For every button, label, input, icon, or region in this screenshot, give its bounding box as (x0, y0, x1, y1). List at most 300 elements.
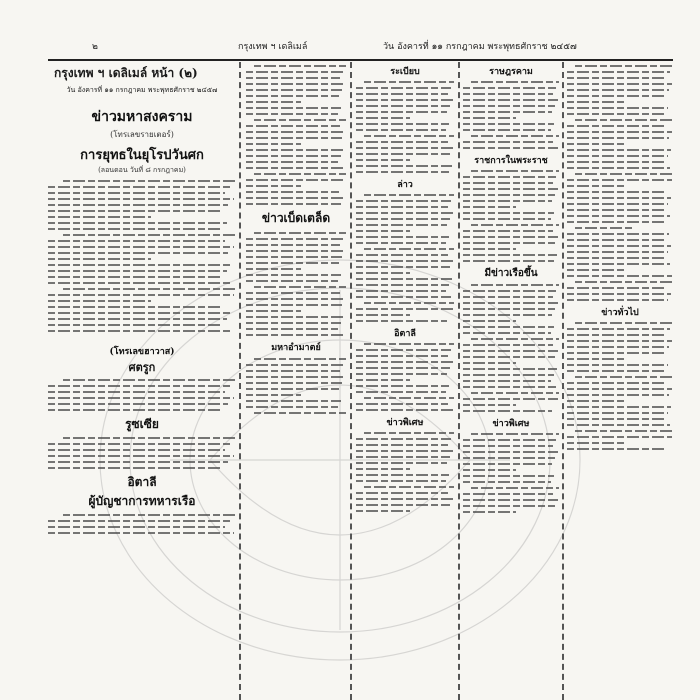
text-line (246, 280, 338, 282)
text-line (567, 370, 665, 372)
article-text-block (48, 514, 236, 534)
text-line (246, 143, 301, 145)
text-line (246, 250, 345, 252)
text-line (356, 266, 450, 268)
text-line (246, 137, 342, 139)
text-line (463, 356, 555, 358)
text-line (567, 143, 625, 145)
text-line (63, 288, 236, 290)
text-line (463, 481, 551, 483)
text-line (48, 282, 230, 284)
text-line (48, 270, 227, 272)
text-line (356, 200, 451, 202)
text-line (356, 159, 410, 161)
text-line (567, 125, 667, 127)
text-line (356, 308, 453, 310)
text-line (246, 370, 340, 372)
text-line (48, 216, 151, 218)
text-line (463, 326, 554, 328)
article-text-block (567, 65, 673, 301)
text-line (48, 409, 223, 411)
text-line (567, 131, 672, 133)
text-line (246, 304, 342, 306)
text-line (463, 493, 553, 495)
text-line (567, 89, 669, 91)
text-line (48, 258, 151, 260)
subheadline-reuters: (โทรเลขรายเตอร์) (110, 130, 174, 139)
text-line (356, 141, 448, 143)
article-text-block (48, 180, 236, 332)
text-line (567, 155, 668, 157)
text-line (567, 263, 670, 265)
text-line (48, 312, 232, 314)
text-line (567, 448, 666, 450)
text-line (48, 204, 228, 206)
text-line (254, 173, 346, 175)
text-line (471, 392, 559, 394)
text-line (356, 272, 410, 274)
article-text-block (463, 170, 559, 262)
text-line (567, 257, 665, 259)
text-line (463, 206, 516, 208)
text-line (246, 179, 345, 181)
text-line (246, 191, 339, 193)
text-line (463, 194, 555, 196)
text-line (364, 432, 454, 434)
text-line (356, 290, 446, 292)
text-line (575, 376, 673, 378)
text-line (567, 328, 670, 330)
text-line (567, 185, 625, 187)
text-line (48, 300, 151, 302)
column-divider (458, 62, 461, 700)
text-line (356, 409, 453, 411)
headline-misc-news: ข่าวเบ็ดเตล็ด (261, 211, 331, 225)
text-line (567, 388, 672, 390)
masthead-title: กรุงเทพ ฯ เดลิเมล์ หน้า (๒) (54, 66, 198, 80)
column-divider (350, 62, 353, 700)
text-line (575, 173, 673, 175)
text-line (463, 129, 551, 131)
text-line (471, 433, 559, 435)
text-line (48, 276, 221, 278)
article-text-block (356, 81, 454, 173)
text-line (356, 444, 448, 446)
text-line (567, 71, 670, 73)
text-line (567, 245, 671, 247)
text-line (356, 153, 450, 155)
text-line (575, 65, 673, 67)
text-line (575, 227, 633, 229)
text-line (48, 318, 227, 320)
text-line (567, 418, 665, 420)
column-1 (48, 62, 236, 700)
text-line (356, 230, 410, 232)
text-line (356, 450, 453, 452)
text-line (463, 308, 555, 310)
text-line (463, 404, 516, 406)
text-line (246, 310, 301, 312)
text-line (471, 81, 559, 83)
text-line (48, 455, 234, 457)
text-line (463, 362, 516, 364)
column-4 (463, 62, 559, 700)
text-line (356, 355, 448, 357)
text-line (567, 275, 672, 277)
masthead (48, 64, 236, 83)
text-line (567, 424, 670, 426)
text-line (567, 334, 667, 336)
text-line (48, 324, 221, 326)
text-line (356, 99, 453, 101)
text-line (356, 498, 453, 500)
text-line (254, 412, 346, 414)
text-line (463, 445, 553, 447)
text-line (356, 504, 450, 506)
text-line (254, 358, 346, 360)
subheadline-london: (ลอนดอน วันที่ ๘ กรกฎาคม) (98, 166, 186, 174)
text-line (246, 125, 340, 127)
text-line (48, 186, 230, 188)
headline-official: มหาอำมาตย์ (271, 343, 321, 353)
text-line (463, 105, 555, 107)
text-line (356, 438, 451, 440)
text-line (63, 379, 236, 381)
paper-name: กรุงเทพ ฯ เดลิเมล์ (238, 42, 308, 52)
text-line (463, 314, 552, 316)
text-line (254, 65, 346, 67)
text-line (356, 254, 448, 256)
headline-italy: อิตาลี (127, 475, 157, 489)
text-line (48, 294, 234, 296)
text-line (463, 123, 554, 125)
text-line (463, 248, 516, 250)
text-line (463, 218, 551, 220)
text-line (356, 236, 449, 238)
text-line (567, 239, 666, 241)
masthead-date: วัน อังคารที่ ๑๑ กรกฎาคม พระพุทธศักราช ๒๔๕๗ (66, 86, 218, 94)
text-line (356, 165, 452, 167)
headline-general-news: ข่าวทั่วไป (601, 308, 639, 318)
text-line (246, 95, 339, 97)
text-line (463, 200, 552, 202)
headline-public: ราษฎรคาม (489, 67, 533, 77)
text-line (567, 197, 671, 199)
text-line (463, 332, 551, 334)
text-line (575, 119, 673, 121)
text-line (463, 439, 556, 441)
text-line (48, 467, 223, 469)
text-line (356, 373, 447, 375)
article-text-block (246, 65, 346, 205)
text-line (575, 322, 673, 324)
text-line (246, 185, 301, 187)
text-line (463, 320, 516, 322)
text-line (471, 170, 559, 172)
text-line (364, 135, 454, 137)
article-text-block (356, 194, 454, 322)
text-line (356, 314, 410, 316)
text-line (463, 457, 555, 459)
headline-war-news: ข่าวมหาสงคราม (91, 109, 193, 125)
text-line (48, 461, 228, 463)
text-line (463, 99, 558, 101)
text-line (246, 328, 338, 330)
text-line (246, 155, 341, 157)
article-text-block (246, 232, 346, 336)
text-line (463, 296, 553, 298)
headline-enemy: ศตรูก (128, 361, 156, 374)
text-line (48, 252, 228, 254)
text-line (356, 212, 453, 214)
headline-special: ข่าวพิเศษ (386, 418, 424, 428)
article-text-block (463, 81, 559, 149)
text-line (48, 520, 230, 522)
text-line (356, 349, 451, 351)
text-line (356, 93, 448, 95)
text-line (567, 406, 671, 408)
text-line (246, 197, 344, 199)
text-line (48, 198, 234, 200)
text-line (463, 398, 558, 400)
text-line (356, 105, 450, 107)
text-line (463, 188, 558, 190)
page-header (48, 38, 668, 56)
text-line (463, 212, 554, 214)
text-line (463, 176, 556, 178)
text-line (48, 210, 223, 212)
article-text-block (48, 379, 236, 411)
headline-special-2: ข่าวพิเศษ (492, 419, 530, 429)
text-line (471, 135, 559, 137)
text-line (567, 179, 672, 181)
text-line (48, 222, 227, 224)
text-line (567, 269, 625, 271)
text-line (364, 194, 454, 196)
text-line (567, 412, 668, 414)
text-line (48, 240, 225, 242)
text-line (356, 123, 449, 125)
text-line (246, 83, 345, 85)
text-line (246, 167, 343, 169)
text-line (356, 510, 410, 512)
text-line (471, 284, 559, 286)
text-line (246, 322, 341, 324)
text-line (356, 403, 448, 405)
text-line (356, 206, 448, 208)
text-line (567, 352, 666, 354)
text-line (246, 400, 341, 402)
text-line (463, 386, 556, 388)
text-line (48, 330, 230, 332)
text-line (364, 343, 454, 345)
text-line (463, 117, 516, 119)
text-line (246, 113, 338, 115)
text-line (48, 532, 234, 534)
headline-russia: รูซเซีย (125, 417, 159, 431)
column-3 (356, 62, 454, 700)
text-line (246, 89, 342, 91)
text-line (48, 306, 223, 308)
article-text-block (463, 433, 559, 513)
text-line (48, 397, 234, 399)
text-line (463, 410, 552, 412)
headline-report: ล่าว (397, 180, 413, 190)
text-line (356, 468, 410, 470)
text-line (463, 368, 557, 370)
headline-europe-battle: การยุทธในยุโรปวันศก (80, 148, 204, 163)
text-line (246, 77, 340, 79)
text-line (463, 93, 553, 95)
text-line (463, 511, 516, 513)
text-line (246, 107, 341, 109)
column-5 (567, 62, 673, 700)
column-divider (239, 62, 242, 700)
text-line (364, 81, 454, 83)
text-line (356, 367, 450, 369)
text-line (567, 299, 668, 301)
article-text-block (356, 432, 454, 512)
text-line (63, 514, 236, 516)
text-line (463, 380, 551, 382)
text-line (463, 290, 556, 292)
text-line (246, 274, 341, 276)
text-line (463, 230, 553, 232)
article-text-block (356, 343, 454, 411)
text-line (463, 147, 558, 149)
text-line (567, 215, 670, 217)
text-line (567, 95, 666, 97)
text-line (463, 451, 558, 453)
text-line (463, 260, 554, 262)
text-line (246, 256, 342, 258)
headline-regulation: ระเบียบ (390, 67, 420, 77)
text-line (463, 344, 553, 346)
text-line (246, 262, 339, 264)
text-line (471, 487, 559, 489)
text-line (246, 161, 338, 163)
text-line (254, 232, 346, 234)
text-line (356, 278, 452, 280)
article-text-block (463, 284, 559, 412)
text-line (246, 364, 343, 366)
text-line (463, 141, 553, 143)
text-line (463, 236, 558, 238)
text-line (356, 171, 449, 173)
text-line (246, 388, 339, 390)
text-line (356, 260, 453, 262)
text-line (356, 129, 446, 131)
text-line (356, 117, 410, 119)
text-line (48, 385, 230, 387)
text-line (364, 248, 454, 250)
text-line (567, 233, 669, 235)
text-line (463, 87, 556, 89)
text-line (463, 302, 558, 304)
text-line (246, 292, 340, 294)
text-line (246, 203, 341, 205)
text-line (246, 131, 345, 133)
text-line (463, 182, 553, 184)
column-divider (562, 62, 565, 700)
headline-havas: (โทรเลขฮาวาส) (109, 347, 175, 357)
text-line (356, 492, 448, 494)
text-line (63, 437, 236, 439)
text-line (356, 480, 446, 482)
text-line (48, 228, 221, 230)
text-line (567, 293, 671, 295)
text-line (567, 149, 671, 151)
text-line (356, 224, 447, 226)
text-line (356, 456, 450, 458)
text-line (356, 361, 453, 363)
text-line (364, 302, 454, 304)
text-line (254, 119, 346, 121)
text-line (356, 296, 451, 298)
text-line (246, 334, 343, 336)
text-line (567, 442, 625, 444)
headline-italy-short: อิตาลี (394, 329, 416, 339)
issue-date: วัน อังคารที่ ๑๑ กรกฎาคม พระพุทธศักราช ๒๔๕๗ (383, 42, 577, 52)
text-line (246, 71, 343, 73)
text-line (575, 430, 673, 432)
text-line (246, 268, 301, 270)
text-line (567, 137, 669, 139)
text-line (364, 486, 454, 488)
text-line (246, 394, 301, 396)
text-line (567, 436, 672, 438)
text-line (356, 87, 451, 89)
column-2 (246, 62, 346, 700)
text-line (356, 242, 446, 244)
text-line (567, 101, 625, 103)
text-line (254, 286, 346, 288)
text-line (246, 149, 344, 151)
text-line (48, 192, 225, 194)
text-line (63, 180, 236, 182)
text-line (356, 147, 453, 149)
article-text-block (48, 437, 236, 469)
text-line (567, 221, 667, 223)
text-line (567, 287, 666, 289)
text-line (356, 474, 449, 476)
text-line (48, 443, 230, 445)
text-line (567, 77, 667, 79)
text-line (567, 209, 665, 211)
text-line (567, 394, 669, 396)
text-line (356, 218, 450, 220)
text-line (567, 107, 668, 109)
text-line (567, 191, 666, 193)
text-line (567, 251, 668, 253)
text-line (246, 298, 345, 300)
text-line (567, 113, 665, 115)
headline-ship-news: มีข่าวเรือขึ้น (484, 268, 538, 279)
text-line (48, 391, 225, 393)
text-line (463, 469, 516, 471)
header-rule (48, 59, 673, 61)
text-line (567, 382, 667, 384)
headline-royal-affairs: ราชการในพระราช (474, 156, 548, 166)
text-line (567, 203, 668, 205)
text-line (356, 379, 410, 381)
text-line (246, 376, 345, 378)
text-line (48, 526, 225, 528)
text-line (356, 385, 449, 387)
text-line (356, 391, 446, 393)
text-line (567, 400, 625, 402)
text-line (356, 462, 447, 464)
